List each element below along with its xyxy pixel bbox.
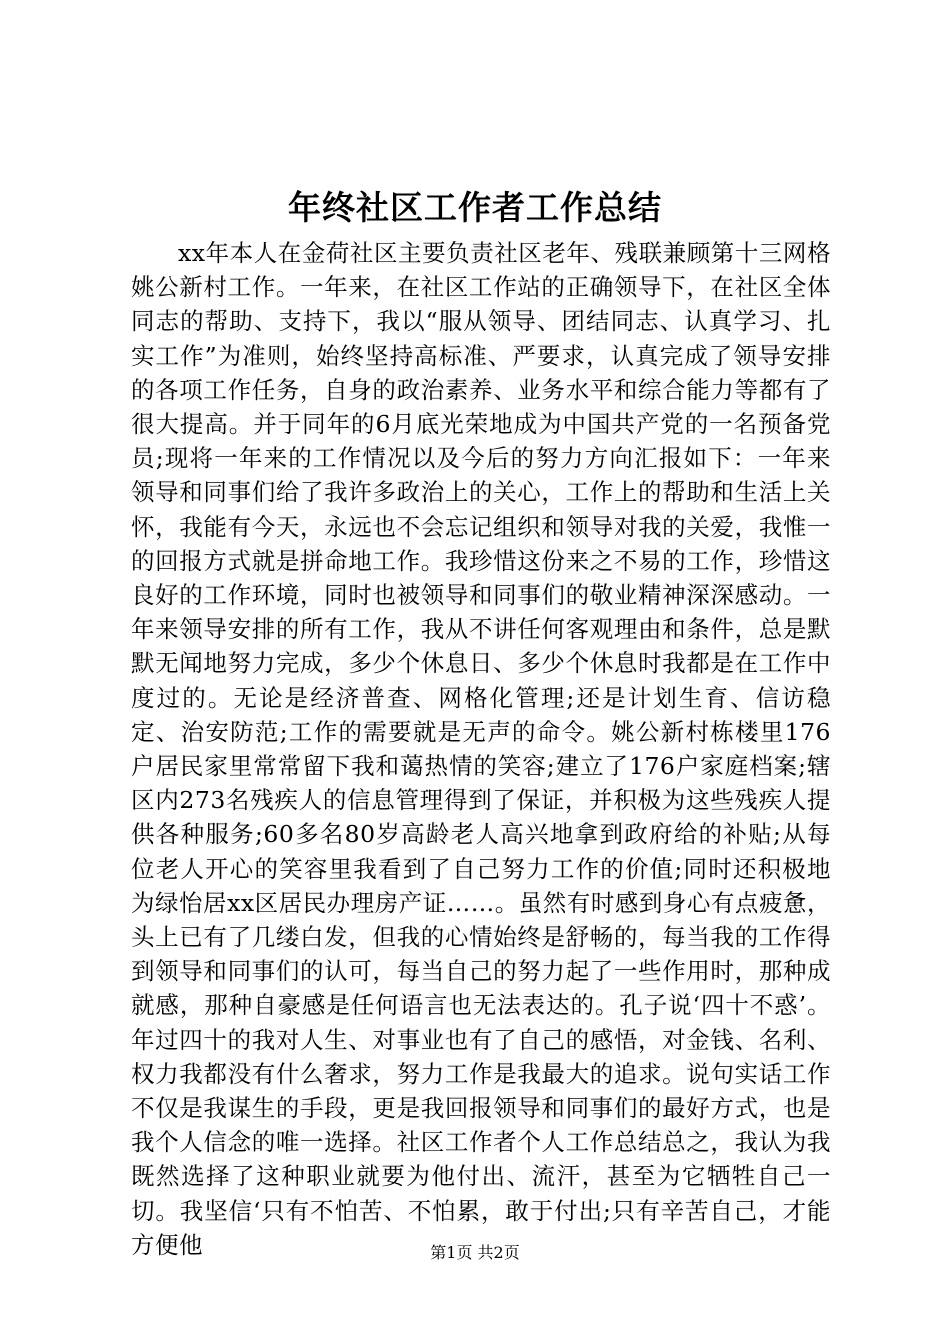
page-footer: 第1页 共2页	[430, 1243, 520, 1262]
body-paragraph: xx年本人在金荷社区主要负责社区老年、残联兼顾第十三网格姚公新村工作。一年来，在社区工作站的正确领导下，在社区全体同志的帮助、支持下，我以“服从领导、团结同志、认真学习、扎实工作”为准则，始终坚持高标准、严要求，认真完成了领导安排的各项工作任务，自身的政治素养、业务水平和综合能力等都有了很大提高。并于同年的6月底光荣地成为中国共产党的一名预备党员;现将一年来的工作情况以及今后的努力方向汇报如下：一年来领导和同事们给了我许多政治上的关心，工作上的帮助和生活上关怀，我能有今天，永远也不会忘记组织和领导对我的关爱，我惟一的回报方式就是拼命地工作。我珍惜这份来之不易的工作，珍惜这良好的工作环境，同时也被领导和同事们的敬业精神深深感动。一年来领导安排的所有工作，我从不讲任何客观理由和条件，总是默默无闻地努力完成，多少个休息日、多少个休息时我都是在工作中度过的。无论是经济普查、网格化管理;还是计划生育、信访稳定、治安防范;工作的需要就是无声的命令。姚公新村栋楼里176户居民家里常常留下我和蔼热情的笑容;建立了176户家庭档案;辖区内273名残疾人的信息管理得到了保证，并积极为这些残疾人提供各种服务;60多名80岁高龄老人高兴地拿到政府给的补贴;从每位老人开心的笑容里我看到了自己努力工作的价值;同时还积极地为绿怡居xx区居民办理房产证……。虽然有时感到身心有点疲惫，头上已有了几缕白发，但我的心情始终是舒畅的，每当我的工作得到领导和同事们的认可，每当自己的努力起了一些作用时，那种成就感，那种自豪感是任何语言也无法表达的。孔子说‘四十不惑’。年过四十的我对人生、对事业也有了自己的感悟，对金钱、名利、权力我都没有什么奢求，努力工作是我最大的追求。说句实话工作不仅是我谋生的手段，更是我回报领导和同事们的最好方式，也是我个人信念的唯一选择。社区工作者个人工作总结总之，我认为我既然选择了这种职业就要为他付出、流汗，甚至为它牺牲自己一切。我坚信‘只有不怕苦、不怕累，敢于付出;只有辛苦自己，才能方便他	[131, 239, 831, 1259]
document-title: 年终社区工作者工作总结	[288, 188, 662, 227]
